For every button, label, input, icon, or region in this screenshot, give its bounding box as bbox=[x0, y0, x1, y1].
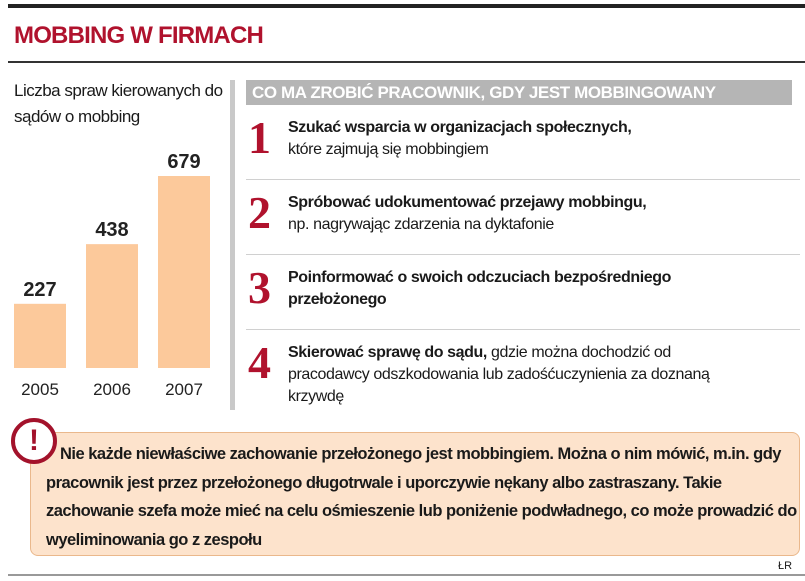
advice-item-rest: gdzie można dochodzić od pracodawcy odszkodowania lub zadośćuczynienia za doznaną krzywdę bbox=[288, 344, 710, 405]
category-label: 2006 bbox=[93, 380, 131, 399]
bar-value-label: 227 bbox=[23, 278, 57, 301]
note-text: Nie każde niewłaściwe zachowanie przełożonego jest mobbingiem. Można o nim mówić, m.in. gdy pracownik jest przez przełożonego długotrwale i uporczywie nękany albo zastraszany. Takie zachowanie szefa może mieć na celu ośmieszenie lub poniżenie podwładnego, co może prowadzić do wyeliminowania go z zespołu bbox=[46, 445, 797, 549]
advice-item bbox=[288, 267, 728, 311]
advice-item-bold: Szukać wsparcia w organizacjach społecznych, bbox=[288, 119, 632, 136]
item-number: 3 bbox=[248, 262, 271, 313]
bar-value-label: 438 bbox=[95, 219, 129, 242]
page-title: MOBBING W FIRMACH bbox=[14, 22, 264, 49]
bar-2007 bbox=[158, 176, 210, 368]
item-number: 4 bbox=[248, 337, 271, 388]
category-label: 2007 bbox=[165, 380, 203, 399]
advice-item-bold: Spróbować udokumentować przejawy mobbingu, bbox=[288, 194, 647, 211]
advice-item-bold: Skierować sprawę do sądu, bbox=[288, 344, 487, 361]
advice-header: CO MA ZROBIĆ PRACOWNIK, GDY JEST MOBBINGOWANY bbox=[246, 80, 792, 105]
advice-item-rest: np. nagrywając zdarzenia na dyktafonie bbox=[288, 216, 554, 233]
item-divider bbox=[246, 179, 800, 180]
bar-chart bbox=[0, 140, 225, 405]
bottom-rule bbox=[8, 574, 805, 576]
category-label: 2005 bbox=[21, 380, 59, 399]
exclamation-icon: ! bbox=[11, 418, 57, 464]
bar-2006 bbox=[86, 244, 138, 368]
author-credit: ŁR bbox=[778, 560, 793, 572]
item-number: 1 bbox=[248, 112, 271, 163]
advice-item-bold: Poinformować o swoich odczuciach bezpośredniego przełożonego bbox=[288, 269, 672, 308]
advice-item bbox=[288, 117, 798, 161]
chart-title: Liczba spraw kierowanych do sądów o mobbing bbox=[14, 81, 223, 126]
top-rule bbox=[8, 4, 805, 8]
bar-2005 bbox=[14, 304, 66, 368]
advice-item bbox=[288, 342, 748, 408]
item-divider bbox=[246, 329, 800, 330]
advice-item bbox=[288, 192, 798, 236]
vertical-divider bbox=[230, 80, 235, 410]
title-rule bbox=[8, 61, 805, 63]
item-number: 2 bbox=[248, 187, 271, 238]
item-divider bbox=[246, 254, 800, 255]
advice-item-rest: które zajmują się mobbingiem bbox=[288, 141, 489, 158]
bar-value-label: 679 bbox=[167, 151, 201, 173]
